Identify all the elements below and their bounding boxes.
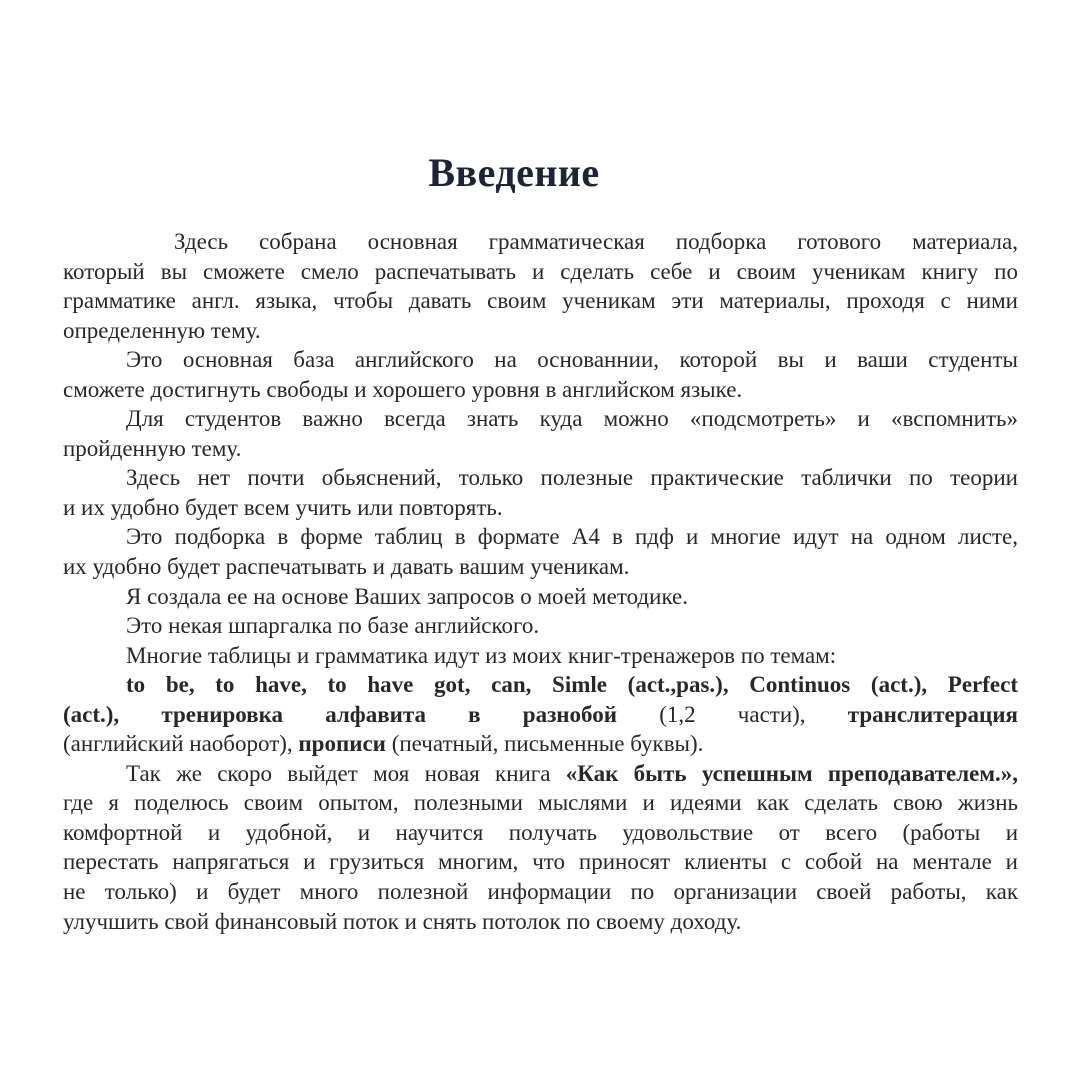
text-line: [63, 434, 1018, 464]
text-line: [63, 227, 1018, 257]
text-segment: где я поделюсь своим опытом, полезными мыслями и идеями как сделать свою жизнь: [63, 790, 1018, 816]
text-segment: Многие таблицы и грамматика идут из моих книг-тренажеров по темам:: [126, 642, 837, 668]
paragraph: [63, 670, 1018, 759]
paragraph: [63, 345, 1018, 404]
text-line: [63, 286, 1018, 316]
text-line: [63, 788, 1018, 818]
text-line: [63, 463, 1018, 493]
text-line: [63, 759, 1018, 789]
text-line: [63, 818, 1018, 848]
text-segment: сможете достигнуть свободы и хорошего уровня в английском языке.: [63, 376, 743, 402]
bold-text-segment: to be, to have, to have got, can, Simle (act.,pas.), Continuos (act.), Perfect: [126, 672, 1018, 698]
bold-text-segment: транслитерация: [847, 701, 1018, 727]
text-segment: и их удобно будет всем учить или повторять.: [63, 494, 503, 520]
text-line: [63, 522, 1018, 552]
text-segment: Это некая шпаргалка по базе английского.: [126, 613, 540, 639]
text-segment: (1,2 части),: [659, 701, 848, 727]
paragraph: [63, 582, 1018, 612]
text-line: [63, 345, 1018, 375]
text-line: [63, 552, 1018, 582]
text-segment: их удобно будет распечатывать и давать вашим ученикам.: [63, 554, 630, 580]
text-line: [63, 582, 1018, 612]
bold-text-segment: прописи: [298, 731, 392, 757]
text-segment: Я создала ее на основе Ваших запросов о моей методике.: [126, 583, 689, 609]
text-line: [63, 847, 1018, 877]
text-line: [63, 700, 1018, 730]
text-line: [63, 404, 1018, 434]
text-segment: определенную тему.: [63, 317, 261, 343]
text-segment: комфортной и удобной, и научится получать удовольствие от всего (работы и: [63, 819, 1018, 845]
bold-text-segment: (act.), тренировка алфавита в разнобой: [63, 701, 660, 727]
text-segment: Это подборка в форме таблиц в формате А4 в пдф и многие идут на одном листе,: [126, 524, 1018, 550]
text-line: [63, 877, 1018, 907]
text-segment: грамматике англ. языка, чтобы давать своим ученикам эти материалы, проходя с ними: [63, 288, 1018, 314]
text-line: [63, 316, 1018, 346]
paragraph: [63, 522, 1018, 581]
text-line: [63, 493, 1018, 523]
text-segment: Здесь нет почти обьяснений, только полезные практические таблички по теории: [126, 465, 1018, 491]
text-line: [63, 611, 1018, 641]
paragraph: [63, 641, 1018, 671]
text-segment: улучшить свой финансовый поток и снять потолок по своему доходу.: [63, 908, 742, 934]
paragraph: [63, 227, 1018, 345]
paragraph: [63, 759, 1018, 936]
text-segment: Так же скоро выйдет моя новая книга: [126, 760, 566, 786]
text-segment: перестать напрягаться и грузиться многим, что приносят клиенты с собой на ментале и: [63, 849, 1018, 875]
text-segment: который вы сможете смело распечатывать и сделать себе и своим ученикам книгу по: [63, 258, 1018, 284]
text-line: [63, 729, 1018, 759]
text-segment: (печатный, письменные буквы).: [391, 731, 704, 757]
paragraph: [63, 463, 1018, 522]
text-segment: Для студентов важно всегда знать куда можно «подсмотреть» и «вспомнить»: [126, 406, 1018, 432]
text-line: [63, 257, 1018, 287]
text-segment: (английский наоборот),: [63, 731, 299, 757]
bold-text-segment: «Как быть успешным преподавателем.»,: [565, 760, 1018, 786]
text-line: [63, 375, 1018, 405]
paragraph: [63, 611, 1018, 641]
document-body: [63, 227, 1018, 936]
text-segment: пройденную тему.: [63, 435, 242, 461]
text-line: [63, 641, 1018, 671]
text-segment: Здесь собрана основная грамматическая подборка готового материала,: [174, 229, 1018, 254]
paragraph: [63, 404, 1018, 463]
text-line: [63, 670, 1018, 700]
text-segment: Это основная база английского на основаннии, которой вы и ваши студенты: [126, 347, 1018, 373]
text-line: [63, 907, 1018, 937]
page-title: Введение: [428, 150, 600, 195]
text-segment: не только) и будет много полезной информации по организации своей работы, как: [63, 879, 1018, 905]
